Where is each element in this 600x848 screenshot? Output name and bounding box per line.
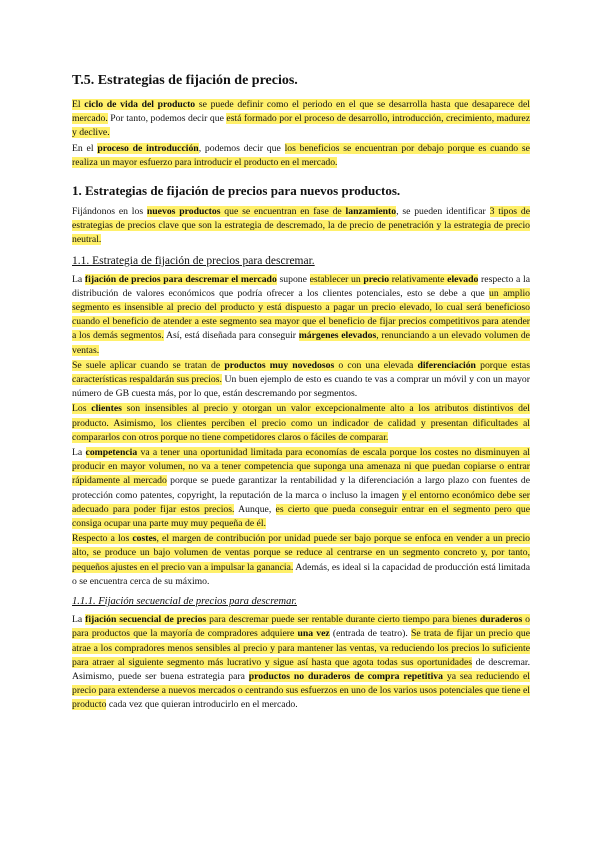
- text-run: para descremar puede ser rentable durante cierto tiempo para bienes: [206, 614, 480, 626]
- text-run: Se trata de fijar un precio que atrae a los compradores menos sensibles al precio y para mantener las ventas, va reduciendo los precios lo suficiente para atraer al siguiente segmento más lucrativo y sigue así hasta que agota todas sus oportunidades: [72, 628, 530, 668]
- text-run: son insensibles al precio y otorgan un valor excepcionalmente alto a los atributos distintivos del producto.: [72, 403, 530, 429]
- text-run: (entrada de teatro).: [329, 628, 411, 640]
- document-title: T.5. Estrategias de fijación de precios.: [72, 73, 298, 88]
- key-term: precio: [363, 273, 390, 285]
- text-run: establecer un: [309, 273, 364, 285]
- section-heading: 1. Estrategias de fijación de precios para nuevos productos.: [72, 183, 401, 199]
- text-run: Por tanto, podemos decir que: [107, 113, 227, 125]
- text-run: lo cual será beneficioso cuando el beneficio de atender a este segmento sea mayor que el beneficio de fijar precios competitivos para atender a los demás segmentos.: [72, 302, 530, 342]
- text-run: La: [72, 447, 86, 459]
- text-run: Asimismo, los clientes perciben el precio como un indicador de calidad y presentan dificultades al compararlos con otros porque no tiene competidores claros o fáciles de comparar.: [72, 417, 530, 443]
- text-run: que se encuentran en fase de: [220, 206, 346, 218]
- text-run: Los: [72, 403, 92, 415]
- text-run: va a tener una oportunidad limitada para economías de escala porque los costes no disminuyen al producir en mayor volumen, no va a tener competencia que suponga una amenaza ni que puedan copiarse o entrar rápidamente al mercado: [72, 447, 530, 487]
- key-term: duraderos: [479, 614, 523, 626]
- text-run: 3 tipos de estrategias de precios clave que son la estrategia de descremado, la de precio de penetración y la estrategia de precio neutral.: [72, 206, 531, 246]
- text-run: de descremar. Asimismo, puede ser buena estrategia para: [72, 656, 530, 682]
- text-run: , renunciando a un elevado volumen de ventas.: [72, 330, 530, 356]
- text-run: Fijándonos en los: [72, 206, 147, 218]
- paragraph: [72, 98, 530, 141]
- text-run: La: [72, 273, 85, 285]
- paragraph: [72, 532, 530, 589]
- text-run: relativamente: [389, 273, 448, 285]
- text-run: se puede definir como el periodo en el que se desarrolla hasta que desaparece del mercado.: [72, 99, 530, 125]
- key-term: lanzamiento: [345, 206, 397, 218]
- text-run: o con una elevada: [334, 359, 418, 371]
- text-run: un amplio segmento es insensible al precio del producto y está dispuesto a pagar un precio elevado,: [72, 287, 531, 314]
- paragraph: [72, 273, 530, 358]
- key-term: productos muy novedosos: [224, 359, 335, 371]
- text-run: con fuentes de protección como patentes, copyright, la reputación de la marca o incluso la imagen: [72, 475, 531, 501]
- subsection-heading: 1.1. Estrategia de fijación de precios para descremar.: [72, 254, 315, 267]
- text-run: supone: [276, 273, 310, 285]
- paragraph: [72, 402, 530, 445]
- key-term: costes: [132, 533, 157, 545]
- key-term: fijación de precios para descremar el mercado: [84, 273, 277, 285]
- key-term: nuevos productos: [146, 206, 221, 218]
- key-term: elevado: [447, 273, 479, 285]
- text-run: Así, está diseñada para conseguir: [163, 330, 299, 342]
- text-run: porque estas características respaldarán sus precios.: [72, 359, 530, 386]
- key-term: ciclo de vida del producto: [84, 99, 196, 110]
- key-term: proceso de introducción: [97, 142, 199, 154]
- key-term: clientes: [91, 403, 122, 415]
- text-run: Además, es ideal si la capacidad de producción está limitada o se encuentra cerca de su máximo.: [72, 561, 530, 587]
- paragraph: [72, 446, 530, 531]
- text-run: y el entorno económico debe ser adecuado para poder fijar estos precios.: [72, 489, 530, 515]
- paragraph: [72, 359, 530, 402]
- text-run: porque se puede garantizar la rentabilidad y la diferenciación a largo plazo: [166, 475, 469, 487]
- key-term: una vez: [297, 628, 330, 640]
- text-run: ya sea reduciendo el precio para extenderse a nuevos mercados o centrando sus esfuerzos en uno de los varios usos potenciales que tiene el producto: [72, 670, 530, 711]
- document-page: [72, 72, 530, 714]
- text-run: , podemos decir que: [198, 142, 285, 154]
- text-run: los beneficios se encuentran por debajo porque es cuando se realiza un mayor esfuerzo para introducir el producto en el mercado.: [72, 142, 530, 168]
- text-run: En el: [72, 142, 98, 154]
- paragraph: [72, 613, 530, 712]
- paragraph: [72, 142, 530, 170]
- text-run: , el margen de contribución por unidad puede ser bajo porque se enfoca en vender a un precio alto, se produce un bajo volumen de ventas porque se reduce al centrarse en un segmento concreto y, por tanto, pequeños ajustes en el precio van a impulsar la ganancia.: [72, 533, 530, 573]
- text-run: está formado por el proceso de desarrollo, introducción, crecimiento, madurez y declive.: [72, 113, 531, 139]
- text-run: Respecto a los: [72, 533, 133, 545]
- subsubsection-heading: 1.1.1. Fijación secuencial de precios para descremar.: [72, 596, 297, 608]
- text-run: El: [72, 99, 85, 110]
- key-term: productos no duraderos de compra repetitiva: [248, 670, 443, 682]
- key-term: fijación secuencial de precios: [85, 614, 207, 626]
- text-run: Un buen ejemplo de esto es cuando te vas a comprar un móvil y con un mayor número de GB cuesta más, por lo que, están descremando por segmentos.: [72, 374, 530, 400]
- key-term: márgenes elevados: [298, 330, 377, 342]
- key-term: competencia: [85, 447, 138, 459]
- text-run: o para productos que la mayoría de compradores adquiere: [72, 614, 530, 640]
- text-run: Se suele aplicar cuando se tratan de: [72, 359, 225, 371]
- text-run: Aunque,: [234, 503, 276, 515]
- paragraph: [72, 205, 530, 248]
- key-term: diferenciación: [417, 359, 476, 371]
- text-run: es cierto que pueda conseguir entrar en el segmento pero que consiga ocupar una parte muy muy pequeña de él.: [72, 503, 530, 530]
- text-run: respecto a la distribución de valores económicos que podría ofrecer a los clientes potenciales, esto se debe a que: [72, 273, 530, 299]
- text-run: cada vez que quieran introducirlo en el mercado.: [106, 699, 298, 711]
- text-run: La: [72, 614, 86, 626]
- text-run: , se pueden identificar: [396, 206, 490, 218]
